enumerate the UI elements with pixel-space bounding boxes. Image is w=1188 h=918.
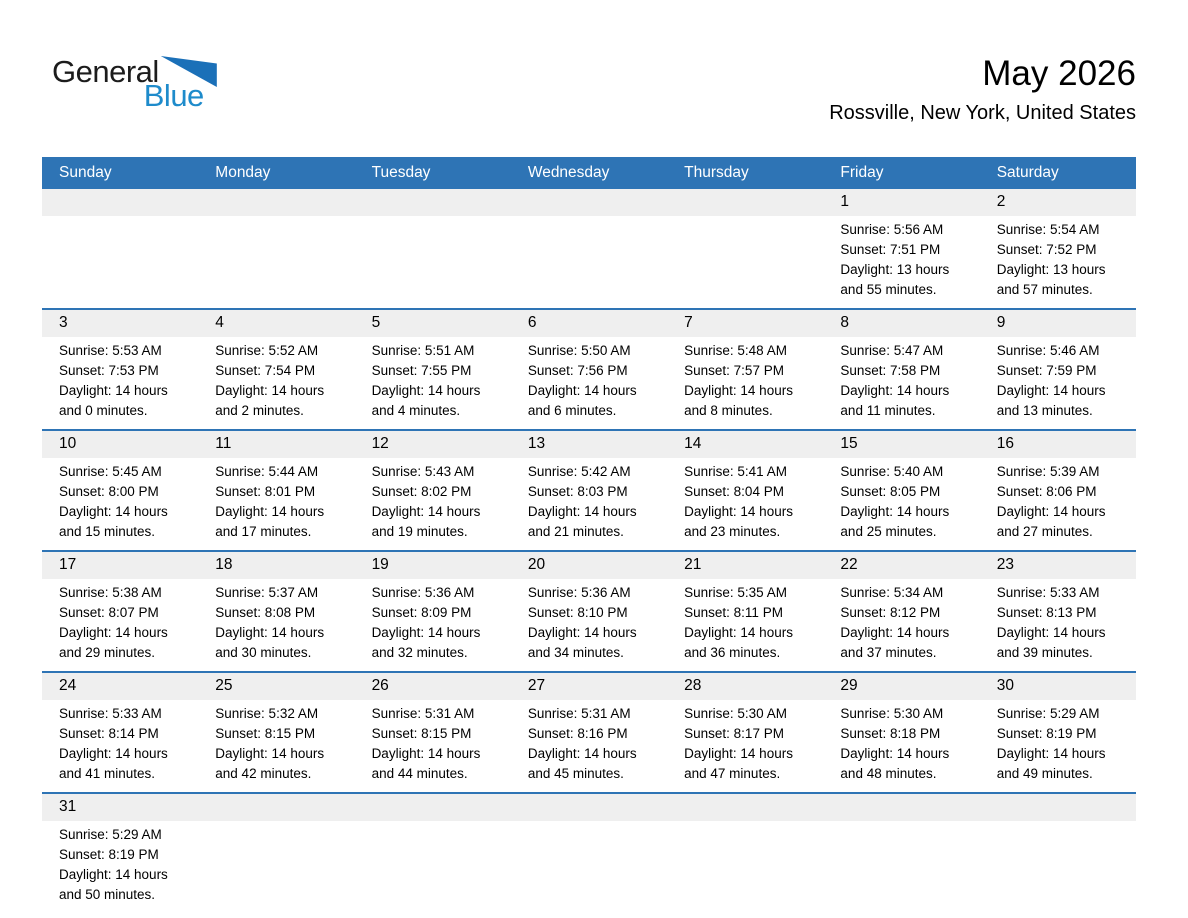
dow-header-sunday: Sunday <box>59 164 112 181</box>
day-sun-details <box>823 458 979 550</box>
day-detail-line: and 6 minutes. <box>527 403 617 418</box>
day-sun-details <box>42 821 198 913</box>
empty-day-cell <box>198 794 354 913</box>
day-number: 16 <box>996 435 1014 452</box>
day-sun-details <box>980 337 1136 429</box>
day-detail-line: Daylight: 14 hours <box>996 746 1106 761</box>
day-detail-line: Daylight: 14 hours <box>840 625 950 640</box>
empty-day-cell <box>355 794 511 913</box>
day-detail-line: Sunset: 7:51 PM <box>840 242 941 257</box>
day-detail-line: Daylight: 14 hours <box>59 625 168 640</box>
day-detail-line: Sunset: 8:13 PM <box>996 605 1097 620</box>
day-detail-line: Sunset: 8:06 PM <box>996 484 1097 499</box>
day-detail-line: Sunrise: 5:43 AM <box>371 464 475 479</box>
day-detail-line: Sunset: 8:03 PM <box>527 484 628 499</box>
day-number: 20 <box>527 556 546 573</box>
empty-day-cell <box>198 189 354 308</box>
day-number: 12 <box>371 435 389 452</box>
dow-header-saturday: Saturday <box>996 164 1059 181</box>
day-number: 9 <box>996 314 1006 331</box>
day-detail-line: Daylight: 14 hours <box>840 746 950 761</box>
day-detail-line: Daylight: 14 hours <box>215 746 325 761</box>
day-detail-line: Daylight: 14 hours <box>59 746 168 761</box>
day-cell <box>511 310 667 429</box>
empty-day-cell <box>823 794 979 913</box>
day-cell <box>198 310 354 429</box>
day-detail-line: Daylight: 14 hours <box>527 504 637 519</box>
day-detail-line: Sunset: 8:15 PM <box>215 726 316 741</box>
day-detail-line: Sunset: 7:53 PM <box>59 363 159 378</box>
day-detail-line: and 48 minutes. <box>840 766 937 781</box>
day-detail-line: and 41 minutes. <box>59 766 156 781</box>
day-number: 21 <box>684 556 702 573</box>
day-detail-line: and 37 minutes. <box>840 645 937 660</box>
day-number: 11 <box>215 435 232 452</box>
day-detail-line: Sunrise: 5:32 AM <box>215 706 319 721</box>
day-cell <box>667 552 823 671</box>
day-detail-line: Sunset: 7:54 PM <box>215 363 316 378</box>
day-number: 13 <box>527 435 546 452</box>
day-cell <box>42 310 198 429</box>
day-cell <box>823 673 979 792</box>
day-detail-line: and 55 minutes. <box>840 282 937 297</box>
day-number: 4 <box>215 314 224 331</box>
day-detail-line: Daylight: 14 hours <box>996 504 1106 519</box>
day-cell <box>980 552 1136 671</box>
day-sun-details <box>42 700 198 792</box>
empty-day-cell <box>355 189 511 308</box>
day-detail-line: Sunrise: 5:29 AM <box>996 706 1100 721</box>
day-detail-line: and 11 minutes. <box>840 403 936 418</box>
day-detail-line: Sunrise: 5:54 AM <box>996 222 1100 237</box>
day-detail-line: and 39 minutes. <box>996 645 1093 660</box>
page-subtitle: Rossville, New York, United States <box>829 102 1136 125</box>
day-detail-line: and 21 minutes. <box>527 524 624 539</box>
day-number: 8 <box>840 314 850 331</box>
day-detail-line: Sunset: 7:52 PM <box>996 242 1097 257</box>
day-cell <box>511 431 667 550</box>
day-cell <box>823 189 979 308</box>
day-detail-line: Sunrise: 5:46 AM <box>996 343 1100 358</box>
day-detail-line: Daylight: 14 hours <box>996 625 1106 640</box>
day-detail-line: and 27 minutes. <box>996 524 1093 539</box>
day-sun-details <box>511 458 667 550</box>
day-number: 14 <box>684 435 702 452</box>
dow-header-monday: Monday <box>215 164 271 181</box>
day-detail-line: Sunrise: 5:33 AM <box>996 585 1100 600</box>
day-detail-line: Daylight: 14 hours <box>371 625 481 640</box>
day-detail-line: Sunset: 8:16 PM <box>527 726 628 741</box>
day-detail-line: Sunset: 8:04 PM <box>684 484 784 499</box>
day-sun-details <box>667 700 823 792</box>
day-detail-line: Sunrise: 5:51 AM <box>371 343 475 358</box>
day-sun-details <box>667 337 823 429</box>
day-detail-line: Sunrise: 5:30 AM <box>840 706 944 721</box>
day-detail-line: Sunset: 8:19 PM <box>59 847 159 862</box>
day-detail-line: Daylight: 14 hours <box>684 383 793 398</box>
day-detail-line: Sunrise: 5:53 AM <box>59 343 162 358</box>
day-detail-line: Sunrise: 5:42 AM <box>527 464 631 479</box>
day-detail-line: Sunset: 8:08 PM <box>215 605 316 620</box>
day-sun-details <box>198 337 354 429</box>
calendar-week-row <box>42 550 1136 671</box>
day-detail-line: and 30 minutes. <box>215 645 312 660</box>
day-detail-line: and 23 minutes. <box>684 524 781 539</box>
day-cell <box>42 794 198 913</box>
day-detail-line: and 4 minutes. <box>371 403 461 418</box>
day-sun-details <box>667 579 823 671</box>
calendar-week-row <box>42 308 1136 429</box>
dow-header-friday: Friday <box>840 164 884 181</box>
day-sun-details <box>42 458 198 550</box>
day-detail-line: Daylight: 14 hours <box>59 383 168 398</box>
calendar-week-row <box>42 792 1136 913</box>
day-detail-line: Sunrise: 5:31 AM <box>371 706 475 721</box>
day-number: 31 <box>59 798 77 815</box>
page-title: May 2026 <box>982 54 1136 93</box>
day-detail-line: Sunset: 8:05 PM <box>840 484 941 499</box>
day-sun-details <box>42 579 198 671</box>
day-detail-line: and 50 minutes. <box>59 887 156 902</box>
day-cell <box>980 189 1136 308</box>
day-detail-line: and 8 minutes. <box>684 403 773 418</box>
day-detail-line: Sunset: 7:55 PM <box>371 363 472 378</box>
empty-day-cell <box>511 794 667 913</box>
day-sun-details <box>355 579 511 671</box>
empty-day-cell <box>667 794 823 913</box>
day-detail-line: Sunset: 8:07 PM <box>59 605 159 620</box>
day-detail-line: Sunset: 8:01 PM <box>215 484 316 499</box>
day-cell <box>823 431 979 550</box>
day-sun-details <box>42 337 198 429</box>
day-number: 7 <box>684 314 693 331</box>
empty-day-cell <box>511 189 667 308</box>
day-cell <box>511 552 667 671</box>
day-number: 26 <box>371 677 389 694</box>
day-number: 15 <box>840 435 858 452</box>
day-number: 30 <box>996 677 1014 694</box>
day-detail-line: Sunset: 8:12 PM <box>840 605 941 620</box>
dow-header-tuesday: Tuesday <box>371 164 431 181</box>
day-cell <box>42 552 198 671</box>
day-detail-line: Sunrise: 5:31 AM <box>527 706 631 721</box>
day-cell <box>355 673 511 792</box>
day-cell <box>42 673 198 792</box>
day-detail-line: Daylight: 13 hours <box>840 262 950 277</box>
day-detail-line: Daylight: 14 hours <box>996 383 1106 398</box>
day-detail-line: Sunrise: 5:47 AM <box>840 343 944 358</box>
day-sun-details <box>823 700 979 792</box>
day-cell <box>667 673 823 792</box>
day-detail-line: Sunrise: 5:35 AM <box>684 585 787 600</box>
day-detail-line: Sunrise: 5:34 AM <box>840 585 944 600</box>
logo-text-general: General <box>52 54 159 89</box>
day-detail-line: and 47 minutes. <box>684 766 781 781</box>
calendar-week-row <box>42 189 1136 308</box>
day-detail-line: and 49 minutes. <box>996 766 1093 781</box>
day-sun-details <box>198 458 354 550</box>
empty-day-cell <box>667 189 823 308</box>
day-detail-line: Sunset: 8:18 PM <box>840 726 941 741</box>
day-detail-line: Daylight: 14 hours <box>215 625 325 640</box>
day-detail-line: Sunset: 8:10 PM <box>527 605 628 620</box>
day-detail-line: Sunrise: 5:38 AM <box>59 585 162 600</box>
title-block <box>829 54 1136 125</box>
day-sun-details <box>823 216 979 308</box>
day-detail-line: Sunset: 8:14 PM <box>59 726 159 741</box>
day-number: 28 <box>684 677 702 694</box>
day-cell <box>355 310 511 429</box>
day-cell <box>198 431 354 550</box>
day-detail-line: Daylight: 14 hours <box>215 383 325 398</box>
day-detail-line: Daylight: 14 hours <box>684 504 793 519</box>
logo-text-blue: Blue <box>143 78 204 113</box>
day-sun-details <box>355 458 511 550</box>
day-sun-details <box>511 700 667 792</box>
day-detail-line: and 25 minutes. <box>840 524 937 539</box>
day-sun-details <box>980 579 1136 671</box>
day-detail-line: Sunrise: 5:44 AM <box>215 464 319 479</box>
day-detail-line: Sunset: 8:17 PM <box>684 726 784 741</box>
day-detail-line: Sunset: 8:11 PM <box>684 605 783 620</box>
day-detail-line: Daylight: 13 hours <box>996 262 1106 277</box>
day-number: 18 <box>215 556 233 573</box>
day-sun-details <box>355 337 511 429</box>
calendar-week-row <box>42 671 1136 792</box>
day-detail-line: Sunset: 8:19 PM <box>996 726 1097 741</box>
day-detail-line: Daylight: 14 hours <box>215 504 325 519</box>
day-detail-line: Sunrise: 5:41 AM <box>684 464 787 479</box>
day-detail-line: and 15 minutes. <box>59 524 156 539</box>
day-number: 23 <box>996 556 1014 573</box>
day-detail-line: Daylight: 14 hours <box>840 383 950 398</box>
dow-header-thursday: Thursday <box>684 164 749 181</box>
day-detail-line: Daylight: 14 hours <box>371 746 481 761</box>
day-cell <box>980 673 1136 792</box>
day-cell <box>355 431 511 550</box>
day-sun-details <box>980 700 1136 792</box>
day-cell <box>667 431 823 550</box>
day-detail-line: Daylight: 14 hours <box>59 504 168 519</box>
day-detail-line: Daylight: 14 hours <box>684 625 793 640</box>
day-sun-details <box>511 337 667 429</box>
day-number: 29 <box>840 677 858 694</box>
day-sun-details <box>198 579 354 671</box>
day-number: 2 <box>996 193 1006 210</box>
day-number: 3 <box>59 314 68 331</box>
day-detail-line: Daylight: 14 hours <box>840 504 950 519</box>
day-sun-details <box>355 700 511 792</box>
day-detail-line: Sunset: 8:02 PM <box>371 484 472 499</box>
day-detail-line: Sunrise: 5:45 AM <box>59 464 162 479</box>
day-detail-line: Sunset: 8:00 PM <box>59 484 159 499</box>
day-number: 24 <box>59 677 77 694</box>
day-detail-line: Sunset: 8:09 PM <box>371 605 472 620</box>
day-detail-line: and 2 minutes. <box>215 403 304 418</box>
day-detail-line: and 42 minutes. <box>215 766 312 781</box>
day-detail-line: and 36 minutes. <box>684 645 781 660</box>
day-detail-line: and 34 minutes. <box>527 645 624 660</box>
calendar-weeks <box>42 189 1136 913</box>
day-detail-line: Sunset: 8:15 PM <box>371 726 472 741</box>
day-detail-line: and 32 minutes. <box>371 645 468 660</box>
day-detail-line: Sunrise: 5:40 AM <box>840 464 944 479</box>
day-detail-line: Sunset: 7:56 PM <box>527 363 628 378</box>
day-number: 25 <box>215 677 233 694</box>
day-detail-line: Daylight: 14 hours <box>684 746 793 761</box>
day-cell <box>980 431 1136 550</box>
day-sun-details <box>980 216 1136 308</box>
day-detail-line: and 19 minutes. <box>371 524 468 539</box>
day-cell <box>42 431 198 550</box>
empty-day-cell <box>980 794 1136 913</box>
day-number: 1 <box>840 193 850 210</box>
day-cell <box>198 552 354 671</box>
day-detail-line: Sunrise: 5:29 AM <box>59 827 162 842</box>
calendar-week-row <box>42 429 1136 550</box>
calendar-table <box>42 157 1136 913</box>
day-sun-details <box>823 579 979 671</box>
day-number: 5 <box>371 314 381 331</box>
day-detail-line: Sunrise: 5:50 AM <box>527 343 631 358</box>
day-cell <box>823 310 979 429</box>
day-sun-details <box>980 458 1136 550</box>
day-detail-line: Sunset: 7:58 PM <box>840 363 941 378</box>
day-number: 6 <box>527 314 537 331</box>
day-number: 27 <box>527 677 546 694</box>
day-detail-line: Daylight: 14 hours <box>371 383 481 398</box>
day-detail-line: and 45 minutes. <box>527 766 624 781</box>
day-sun-details <box>667 458 823 550</box>
day-detail-line: Daylight: 14 hours <box>527 625 637 640</box>
day-cell <box>667 310 823 429</box>
day-detail-line: and 29 minutes. <box>59 645 156 660</box>
day-cell <box>198 673 354 792</box>
day-cell <box>355 552 511 671</box>
day-detail-line: Sunrise: 5:48 AM <box>684 343 787 358</box>
day-number: 17 <box>59 556 77 573</box>
day-detail-line: and 57 minutes. <box>996 282 1093 297</box>
day-cell <box>980 310 1136 429</box>
day-detail-line: Sunset: 7:59 PM <box>996 363 1097 378</box>
day-detail-line: Sunrise: 5:56 AM <box>840 222 944 237</box>
day-detail-line: Daylight: 14 hours <box>59 867 168 882</box>
day-cell <box>823 552 979 671</box>
day-detail-line: Sunset: 7:57 PM <box>684 363 784 378</box>
page-header <box>0 0 1188 157</box>
day-number: 22 <box>840 556 858 573</box>
day-detail-line: Sunrise: 5:36 AM <box>371 585 475 600</box>
day-cell <box>511 673 667 792</box>
day-number: 10 <box>59 435 77 452</box>
day-sun-details <box>511 579 667 671</box>
day-sun-details <box>198 700 354 792</box>
empty-day-cell <box>42 189 198 308</box>
day-detail-line: Sunrise: 5:39 AM <box>996 464 1100 479</box>
general-blue-logo <box>52 56 217 111</box>
day-detail-line: Sunrise: 5:36 AM <box>527 585 631 600</box>
day-number: 19 <box>371 556 389 573</box>
day-of-week-header-row <box>42 157 1136 189</box>
day-detail-line: Sunrise: 5:30 AM <box>684 706 787 721</box>
day-detail-line: Daylight: 14 hours <box>527 383 637 398</box>
day-detail-line: Sunrise: 5:33 AM <box>59 706 162 721</box>
day-detail-line: Daylight: 14 hours <box>527 746 637 761</box>
day-detail-line: Sunrise: 5:52 AM <box>215 343 319 358</box>
day-detail-line: and 13 minutes. <box>996 403 1093 418</box>
day-detail-line: Sunrise: 5:37 AM <box>215 585 319 600</box>
day-detail-line: Daylight: 14 hours <box>371 504 481 519</box>
day-detail-line: and 17 minutes. <box>215 524 312 539</box>
day-detail-line: and 0 minutes. <box>59 403 148 418</box>
day-detail-line: and 44 minutes. <box>371 766 468 781</box>
dow-header-wednesday: Wednesday <box>527 164 610 181</box>
day-sun-details <box>823 337 979 429</box>
